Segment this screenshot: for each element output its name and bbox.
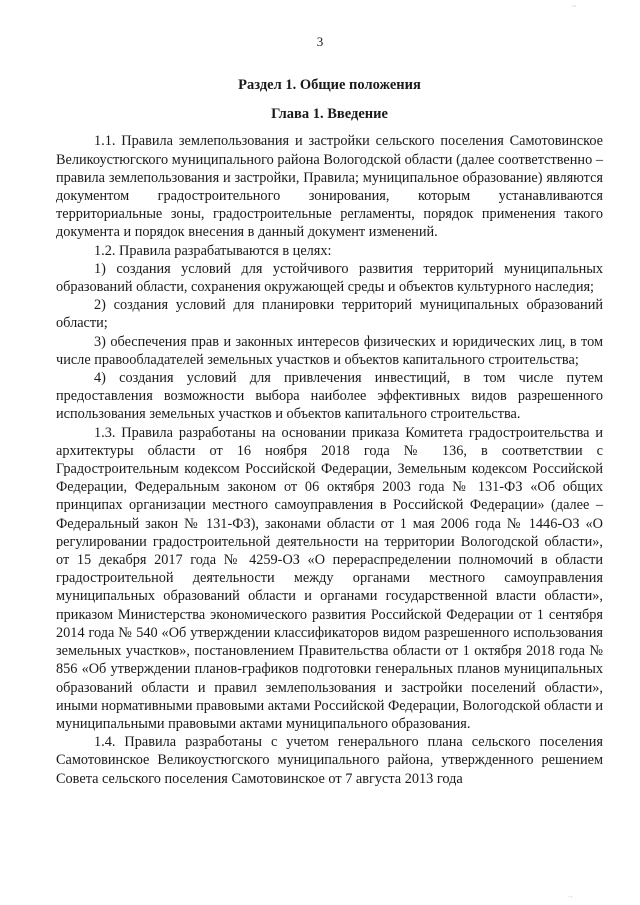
paragraph-1-3: 1.3. Правила разработаны на основании приказа Комитета градостроительства и архитектуры области от 16 ноября 2018 года № 136, в соответствии с Градостроительным кодексом Российской Федерации, Земельным кодексом Российской Федерации, Федеральным законом от 06 октября 2003 года № 131-ФЗ «Об общих принципах организации местного самоуправления в Российской Федерации» (далее – Федеральный закон № 131-ФЗ), законами области от 1 мая 2006 года № 1446-ОЗ «О регулировании градостроительной деятельности на территории Вологодской области», от 15 декабря 2017 года № 4259-ОЗ «О перераспределении полномочий в области градостроительной деятельности между органами местного самоуправления муниципальных образований области и органами государственной власти области», приказом Министерства экономического развития Российской Федерации от 1 сентября 2014 года № 540 «Об утверждении классификаторов видом разрешенного использования земельных участков», постановлением Правительства области от 1 октября 2018 года № 856 «Об утверждении планов-графиков подготовки генеральных планов муниципальных образований области и правил землепользования и застройки поселений области», иными нормативными правовыми актами Российской Федерации, Вологодской области и муниципальными правовыми актами муниципального образования. xyxy=(56,424,603,732)
list-item-2: 2) создания условий для планировки территорий муниципальных образований области; xyxy=(56,297,603,332)
list-item-4: 4) создания условий для привлечения инвестиций, в том числе путем предоставления возможности выбора наиболее эффективных видов разрешенного использования земельных участков и объектов капитального строительства. xyxy=(56,370,603,423)
paragraph-1-2: 1.2. Правила разрабатываются в целях: xyxy=(94,242,332,259)
list-item-1: 1) создания условий для устойчивого развития территорий муниципальных образований области, сохранения окружающей среды и объектов культурного наследия; xyxy=(56,260,603,296)
chapter-title: Глава 1. Введение xyxy=(271,106,388,123)
section-title: Раздел 1. Общие положения xyxy=(238,77,421,93)
list-item-3: 3) обеспечения прав и законных интересов физических и юридических лиц, в том числе правообладателей земельных участков и объектов капитального строительства; xyxy=(56,333,603,368)
scan-mark: ,,, xyxy=(572,2,577,8)
paragraph-1-1: 1.1. Правила землепользования и застройки сельского поселения Самотовинское Великоустюгского муниципального района Вологодской области (далее соответственно – правила землепользования и застройки, Правила; муниципальное образование) являются документом градостроительного зонирования, которым устанавливаются территориальные зоны, градостроительные регламенты, порядок применения такого документа и порядок внесения в данный документ изменений. xyxy=(56,133,603,241)
paragraph-1-4: 1.4. Правила разработаны с учетом генерального плана сельского поселения Самотовинское Великоустюгского муниципального района, утвержденного решением Совета сельского поселения Самотовинское от 7 августа 2013 года xyxy=(56,734,603,787)
page-number: 3 xyxy=(316,34,324,49)
document-body xyxy=(56,76,603,788)
scan-mark: .., xyxy=(568,893,573,899)
